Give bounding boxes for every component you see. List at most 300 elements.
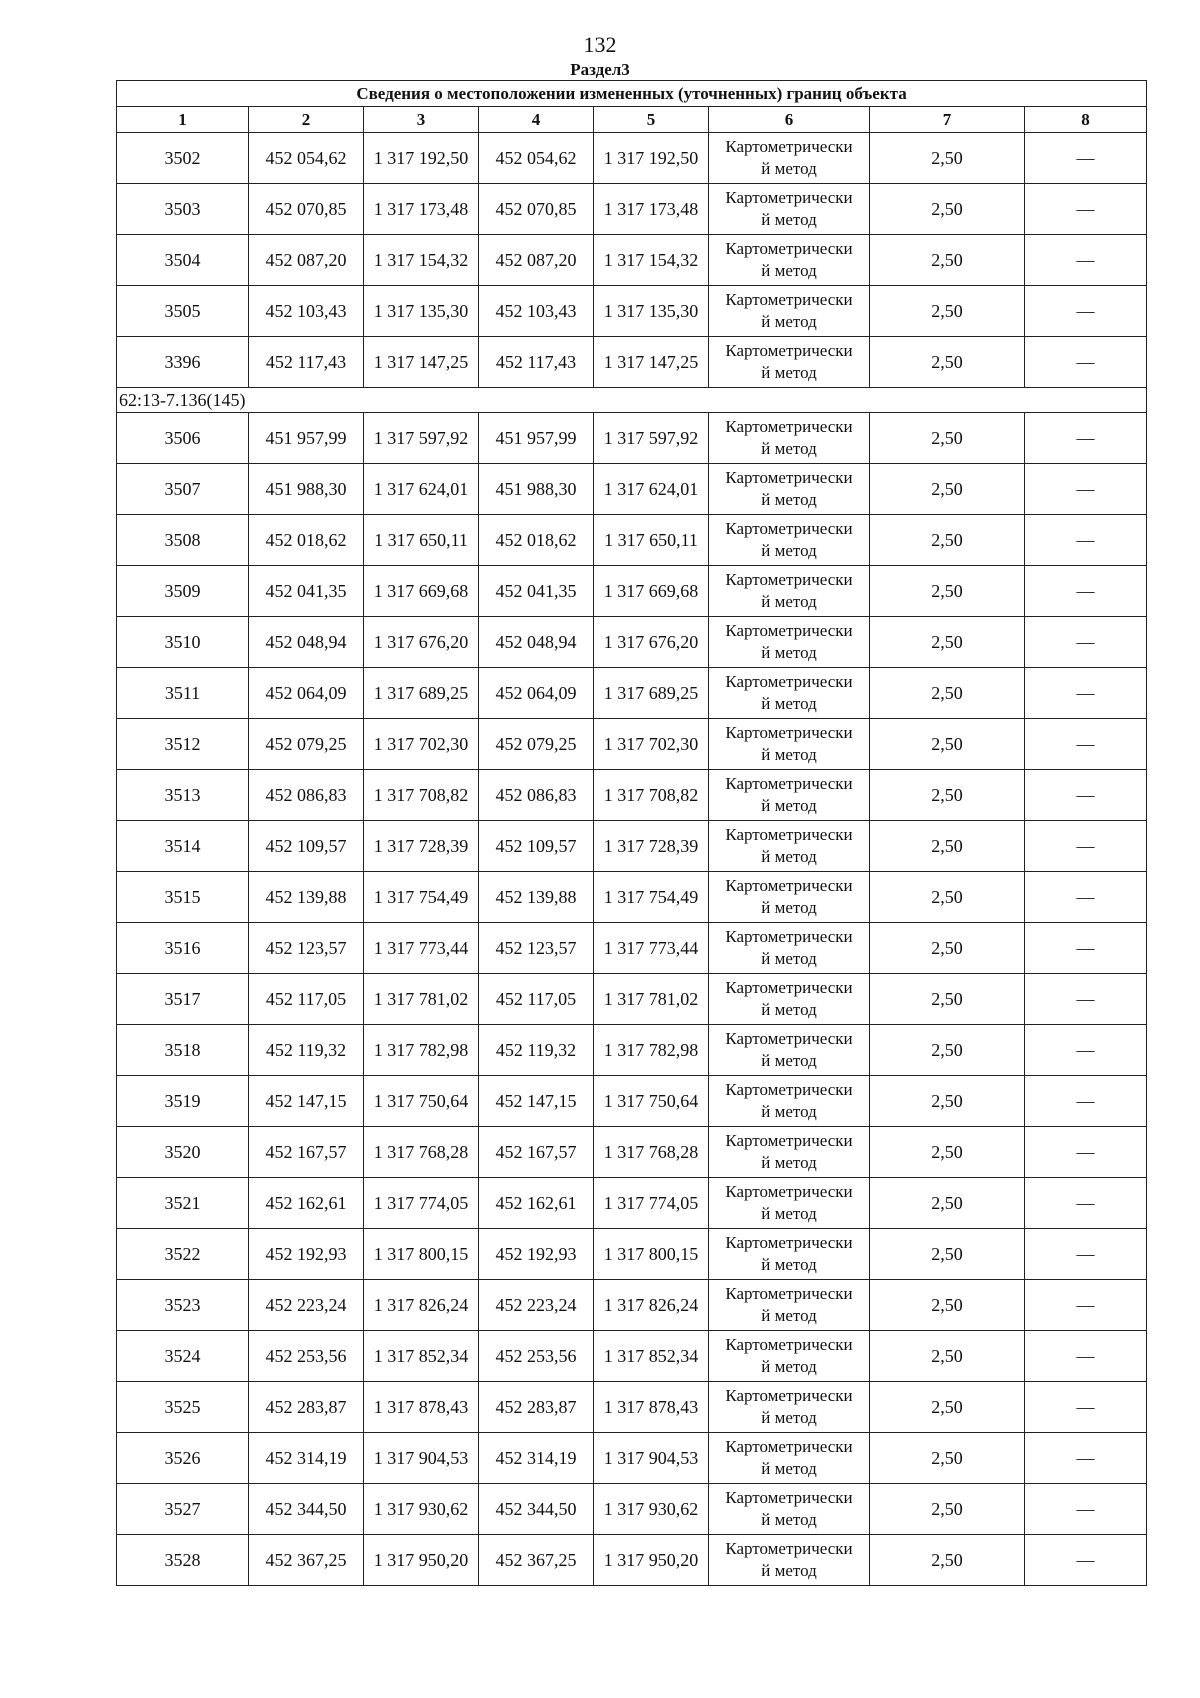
method-text-line2: й метод <box>761 1204 817 1223</box>
point-number-cell: 3526 <box>117 1433 249 1484</box>
method-text-line1: Картометрически <box>725 621 853 640</box>
y-new-cell: 1 317 774,05 <box>594 1178 709 1229</box>
method-text-line2: й метод <box>761 1000 817 1019</box>
x-new-cell: 452 064,09 <box>479 668 594 719</box>
y-old-cell: 1 317 773,44 <box>364 923 479 974</box>
x-new-cell: 452 119,32 <box>479 1025 594 1076</box>
y-new-cell: 1 317 852,34 <box>594 1331 709 1382</box>
accuracy-cell: 2,50 <box>870 1280 1025 1331</box>
x-new-cell: 452 123,57 <box>479 923 594 974</box>
coordinates-table <box>116 80 1147 1586</box>
x-new-cell: 452 103,43 <box>479 286 594 337</box>
table-row <box>117 1229 1147 1280</box>
x-old-cell: 452 283,87 <box>249 1382 364 1433</box>
x-new-cell: 452 344,50 <box>479 1484 594 1535</box>
table-row <box>117 1484 1147 1535</box>
y-old-cell: 1 317 624,01 <box>364 464 479 515</box>
description-cell: — <box>1025 337 1147 388</box>
point-number-cell: 3512 <box>117 719 249 770</box>
description-cell: — <box>1025 1382 1147 1433</box>
y-old-cell: 1 317 768,28 <box>364 1127 479 1178</box>
point-number-cell: 3516 <box>117 923 249 974</box>
method-cell <box>709 286 870 337</box>
y-new-cell: 1 317 800,15 <box>594 1229 709 1280</box>
method-cell <box>709 821 870 872</box>
description-cell: — <box>1025 1076 1147 1127</box>
x-old-cell: 452 086,83 <box>249 770 364 821</box>
y-new-cell: 1 317 689,25 <box>594 668 709 719</box>
y-old-cell: 1 317 950,20 <box>364 1535 479 1586</box>
y-old-cell: 1 317 597,92 <box>364 413 479 464</box>
group-label: 62:13-7.136(145) <box>117 388 1147 413</box>
point-number-cell: 3504 <box>117 235 249 286</box>
point-number-cell: 3505 <box>117 286 249 337</box>
column-header: 4 <box>479 107 594 133</box>
column-header: 7 <box>870 107 1025 133</box>
method-cell <box>709 668 870 719</box>
accuracy-cell: 2,50 <box>870 1127 1025 1178</box>
y-new-cell: 1 317 781,02 <box>594 974 709 1025</box>
y-old-cell: 1 317 676,20 <box>364 617 479 668</box>
method-text-line2: й метод <box>761 1153 817 1172</box>
table-row <box>117 617 1147 668</box>
point-number-cell: 3396 <box>117 337 249 388</box>
table-row <box>117 413 1147 464</box>
x-new-cell: 452 167,57 <box>479 1127 594 1178</box>
table-row <box>117 1331 1147 1382</box>
accuracy-cell: 2,50 <box>870 719 1025 770</box>
accuracy-cell: 2,50 <box>870 974 1025 1025</box>
method-cell <box>709 235 870 286</box>
method-text-line1: Картометрически <box>725 1284 853 1303</box>
description-cell: — <box>1025 872 1147 923</box>
table-row <box>117 1535 1147 1586</box>
description-cell: — <box>1025 1433 1147 1484</box>
method-text-line2: й метод <box>761 1102 817 1121</box>
point-number-cell: 3508 <box>117 515 249 566</box>
x-old-cell: 452 087,20 <box>249 235 364 286</box>
y-old-cell: 1 317 135,30 <box>364 286 479 337</box>
y-old-cell: 1 317 708,82 <box>364 770 479 821</box>
method-text-line2: й метод <box>761 363 817 382</box>
x-old-cell: 452 054,62 <box>249 133 364 184</box>
accuracy-cell: 2,50 <box>870 821 1025 872</box>
description-cell: — <box>1025 184 1147 235</box>
accuracy-cell: 2,50 <box>870 1382 1025 1433</box>
accuracy-cell: 2,50 <box>870 1484 1025 1535</box>
accuracy-cell: 2,50 <box>870 464 1025 515</box>
x-new-cell: 452 087,20 <box>479 235 594 286</box>
method-text-line1: Картометрически <box>725 341 853 360</box>
description-cell: — <box>1025 1280 1147 1331</box>
description-cell: — <box>1025 1229 1147 1280</box>
method-cell <box>709 770 870 821</box>
method-cell <box>709 1484 870 1535</box>
method-text-line1: Картометрически <box>725 239 853 258</box>
x-old-cell: 452 103,43 <box>249 286 364 337</box>
method-text-line2: й метод <box>761 1510 817 1529</box>
y-new-cell: 1 317 676,20 <box>594 617 709 668</box>
y-new-cell: 1 317 750,64 <box>594 1076 709 1127</box>
method-text-line2: й метод <box>761 745 817 764</box>
table-row <box>117 923 1147 974</box>
y-new-cell: 1 317 173,48 <box>594 184 709 235</box>
method-cell <box>709 1229 870 1280</box>
method-text-line1: Картометрически <box>725 927 853 946</box>
method-text-line2: й метод <box>761 847 817 866</box>
x-old-cell: 452 018,62 <box>249 515 364 566</box>
y-old-cell: 1 317 781,02 <box>364 974 479 1025</box>
y-new-cell: 1 317 826,24 <box>594 1280 709 1331</box>
method-text-line2: й метод <box>761 490 817 509</box>
y-new-cell: 1 317 773,44 <box>594 923 709 974</box>
x-new-cell: 452 054,62 <box>479 133 594 184</box>
y-old-cell: 1 317 702,30 <box>364 719 479 770</box>
table-row <box>117 974 1147 1025</box>
method-text-line1: Картометрически <box>725 137 853 156</box>
description-cell: — <box>1025 668 1147 719</box>
y-old-cell: 1 317 826,24 <box>364 1280 479 1331</box>
method-text-line1: Картометрически <box>725 774 853 793</box>
y-old-cell: 1 317 930,62 <box>364 1484 479 1535</box>
method-text-line1: Картометрически <box>725 825 853 844</box>
x-old-cell: 451 988,30 <box>249 464 364 515</box>
method-cell <box>709 617 870 668</box>
x-old-cell: 452 109,57 <box>249 821 364 872</box>
accuracy-cell: 2,50 <box>870 235 1025 286</box>
accuracy-cell: 2,50 <box>870 1433 1025 1484</box>
table-body <box>117 133 1147 1586</box>
method-cell <box>709 413 870 464</box>
method-text-line1: Картометрически <box>725 1539 853 1558</box>
point-number-cell: 3511 <box>117 668 249 719</box>
y-old-cell: 1 317 192,50 <box>364 133 479 184</box>
method-text-line1: Картометрически <box>725 723 853 742</box>
accuracy-cell: 2,50 <box>870 617 1025 668</box>
description-cell: — <box>1025 1331 1147 1382</box>
accuracy-cell: 2,50 <box>870 1229 1025 1280</box>
method-text-line2: й метод <box>761 1051 817 1070</box>
point-number-cell: 3528 <box>117 1535 249 1586</box>
column-header-row <box>117 107 1147 133</box>
page-number: 132 <box>583 32 617 57</box>
method-text-line1: Картометрически <box>725 570 853 589</box>
x-old-cell: 452 048,94 <box>249 617 364 668</box>
point-number-cell: 3509 <box>117 566 249 617</box>
description-cell: — <box>1025 821 1147 872</box>
x-old-cell: 452 139,88 <box>249 872 364 923</box>
description-cell: — <box>1025 923 1147 974</box>
column-header: 1 <box>117 107 249 133</box>
y-old-cell: 1 317 147,25 <box>364 337 479 388</box>
x-new-cell: 452 139,88 <box>479 872 594 923</box>
method-cell <box>709 515 870 566</box>
method-text-line2: й метод <box>761 1459 817 1478</box>
x-new-cell: 452 117,05 <box>479 974 594 1025</box>
point-number-cell: 3506 <box>117 413 249 464</box>
method-text-line2: й метод <box>761 1561 817 1580</box>
method-cell <box>709 1382 870 1433</box>
column-header: 2 <box>249 107 364 133</box>
y-new-cell: 1 317 904,53 <box>594 1433 709 1484</box>
x-old-cell: 452 064,09 <box>249 668 364 719</box>
table-row <box>117 1076 1147 1127</box>
method-text-line1: Картометрически <box>725 1080 853 1099</box>
method-text-line1: Картометрически <box>725 1335 853 1354</box>
table-row <box>117 235 1147 286</box>
x-new-cell: 452 192,93 <box>479 1229 594 1280</box>
y-new-cell: 1 317 154,32 <box>594 235 709 286</box>
y-new-cell: 1 317 147,25 <box>594 337 709 388</box>
method-text-line1: Картометрически <box>725 1029 853 1048</box>
description-cell: — <box>1025 770 1147 821</box>
description-cell: — <box>1025 1484 1147 1535</box>
table-row <box>117 286 1147 337</box>
accuracy-cell: 2,50 <box>870 515 1025 566</box>
point-number-cell: 3518 <box>117 1025 249 1076</box>
x-new-cell: 452 086,83 <box>479 770 594 821</box>
description-cell: — <box>1025 286 1147 337</box>
description-cell: — <box>1025 1178 1147 1229</box>
method-text-line2: й метод <box>761 1255 817 1274</box>
method-text-line2: й метод <box>761 261 817 280</box>
x-old-cell: 452 117,43 <box>249 337 364 388</box>
x-new-cell: 452 223,24 <box>479 1280 594 1331</box>
x-new-cell: 452 048,94 <box>479 617 594 668</box>
method-text-line2: й метод <box>761 592 817 611</box>
x-new-cell: 452 109,57 <box>479 821 594 872</box>
y-new-cell: 1 317 930,62 <box>594 1484 709 1535</box>
method-cell <box>709 184 870 235</box>
table-row <box>117 184 1147 235</box>
accuracy-cell: 2,50 <box>870 1076 1025 1127</box>
y-new-cell: 1 317 950,20 <box>594 1535 709 1586</box>
method-text-line2: й метод <box>761 1306 817 1325</box>
y-old-cell: 1 317 852,34 <box>364 1331 479 1382</box>
method-cell <box>709 974 870 1025</box>
x-new-cell: 452 070,85 <box>479 184 594 235</box>
x-old-cell: 452 223,24 <box>249 1280 364 1331</box>
x-old-cell: 452 119,32 <box>249 1025 364 1076</box>
y-new-cell: 1 317 135,30 <box>594 286 709 337</box>
x-new-cell: 452 147,15 <box>479 1076 594 1127</box>
method-text-line1: Картометрически <box>725 519 853 538</box>
x-new-cell: 452 367,25 <box>479 1535 594 1586</box>
accuracy-cell: 2,50 <box>870 1178 1025 1229</box>
method-cell <box>709 719 870 770</box>
accuracy-cell: 2,50 <box>870 337 1025 388</box>
point-number-cell: 3520 <box>117 1127 249 1178</box>
x-old-cell: 452 041,35 <box>249 566 364 617</box>
description-cell: — <box>1025 617 1147 668</box>
x-new-cell: 451 988,30 <box>479 464 594 515</box>
y-old-cell: 1 317 774,05 <box>364 1178 479 1229</box>
method-cell <box>709 464 870 515</box>
table-row <box>117 1025 1147 1076</box>
y-old-cell: 1 317 782,98 <box>364 1025 479 1076</box>
method-text-line2: й метод <box>761 694 817 713</box>
x-old-cell: 452 314,19 <box>249 1433 364 1484</box>
y-old-cell: 1 317 754,49 <box>364 872 479 923</box>
y-old-cell: 1 317 728,39 <box>364 821 479 872</box>
x-new-cell: 452 041,35 <box>479 566 594 617</box>
method-text-line1: Картометрически <box>725 290 853 309</box>
point-number-cell: 3514 <box>117 821 249 872</box>
description-cell: — <box>1025 464 1147 515</box>
x-old-cell: 452 253,56 <box>249 1331 364 1382</box>
table-caption: Сведения о местоположении измененных (уточненных) границ объекта <box>117 81 1147 107</box>
y-new-cell: 1 317 702,30 <box>594 719 709 770</box>
table-row <box>117 337 1147 388</box>
x-old-cell: 452 192,93 <box>249 1229 364 1280</box>
x-new-cell: 452 314,19 <box>479 1433 594 1484</box>
y-old-cell: 1 317 650,11 <box>364 515 479 566</box>
y-old-cell: 1 317 904,53 <box>364 1433 479 1484</box>
method-text-line2: й метод <box>761 796 817 815</box>
y-old-cell: 1 317 154,32 <box>364 235 479 286</box>
accuracy-cell: 2,50 <box>870 1331 1025 1382</box>
x-old-cell: 451 957,99 <box>249 413 364 464</box>
method-text-line2: й метод <box>761 949 817 968</box>
x-old-cell: 452 367,25 <box>249 1535 364 1586</box>
table-row <box>117 1382 1147 1433</box>
point-number-cell: 3524 <box>117 1331 249 1382</box>
method-cell <box>709 133 870 184</box>
table-row <box>117 719 1147 770</box>
y-new-cell: 1 317 669,68 <box>594 566 709 617</box>
y-new-cell: 1 317 878,43 <box>594 1382 709 1433</box>
x-new-cell: 452 283,87 <box>479 1382 594 1433</box>
section-title: Раздел3 <box>570 60 630 79</box>
point-number-cell: 3510 <box>117 617 249 668</box>
method-text-line2: й метод <box>761 439 817 458</box>
method-cell <box>709 872 870 923</box>
group-label-row <box>117 388 1147 413</box>
x-old-cell: 452 344,50 <box>249 1484 364 1535</box>
accuracy-cell: 2,50 <box>870 1535 1025 1586</box>
description-cell: — <box>1025 1127 1147 1178</box>
method-cell <box>709 337 870 388</box>
accuracy-cell: 2,50 <box>870 668 1025 719</box>
accuracy-cell: 2,50 <box>870 133 1025 184</box>
method-text-line1: Картометрически <box>725 1386 853 1405</box>
y-old-cell: 1 317 689,25 <box>364 668 479 719</box>
method-text-line2: й метод <box>761 898 817 917</box>
table-row <box>117 821 1147 872</box>
method-text-line2: й метод <box>761 159 817 178</box>
y-new-cell: 1 317 597,92 <box>594 413 709 464</box>
method-text-line2: й метод <box>761 541 817 560</box>
y-new-cell: 1 317 754,49 <box>594 872 709 923</box>
x-new-cell: 452 162,61 <box>479 1178 594 1229</box>
point-number-cell: 3517 <box>117 974 249 1025</box>
table-row <box>117 1433 1147 1484</box>
accuracy-cell: 2,50 <box>870 1025 1025 1076</box>
y-new-cell: 1 317 768,28 <box>594 1127 709 1178</box>
x-old-cell: 452 162,61 <box>249 1178 364 1229</box>
method-text-line2: й метод <box>761 210 817 229</box>
table-row <box>117 1127 1147 1178</box>
accuracy-cell: 2,50 <box>870 566 1025 617</box>
method-cell <box>709 1331 870 1382</box>
method-text-line2: й метод <box>761 1357 817 1376</box>
y-new-cell: 1 317 782,98 <box>594 1025 709 1076</box>
table-row <box>117 872 1147 923</box>
method-text-line1: Картометрически <box>725 417 853 436</box>
description-cell: — <box>1025 413 1147 464</box>
description-cell: — <box>1025 566 1147 617</box>
method-text-line2: й метод <box>761 312 817 331</box>
point-number-cell: 3519 <box>117 1076 249 1127</box>
point-number-cell: 3521 <box>117 1178 249 1229</box>
description-cell: — <box>1025 133 1147 184</box>
description-cell: — <box>1025 515 1147 566</box>
point-number-cell: 3522 <box>117 1229 249 1280</box>
description-cell: — <box>1025 235 1147 286</box>
y-new-cell: 1 317 624,01 <box>594 464 709 515</box>
point-number-cell: 3502 <box>117 133 249 184</box>
table-row <box>117 770 1147 821</box>
x-old-cell: 452 147,15 <box>249 1076 364 1127</box>
method-cell <box>709 1280 870 1331</box>
method-cell <box>709 1127 870 1178</box>
y-old-cell: 1 317 750,64 <box>364 1076 479 1127</box>
point-number-cell: 3523 <box>117 1280 249 1331</box>
method-text-line1: Картометрически <box>725 1488 853 1507</box>
x-new-cell: 451 957,99 <box>479 413 594 464</box>
method-text-line1: Картометрически <box>725 1182 853 1201</box>
accuracy-cell: 2,50 <box>870 872 1025 923</box>
y-old-cell: 1 317 173,48 <box>364 184 479 235</box>
y-new-cell: 1 317 650,11 <box>594 515 709 566</box>
method-cell <box>709 566 870 617</box>
accuracy-cell: 2,50 <box>870 923 1025 974</box>
column-header: 6 <box>709 107 870 133</box>
x-new-cell: 452 018,62 <box>479 515 594 566</box>
method-text-line1: Картометрически <box>725 672 853 691</box>
y-new-cell: 1 317 728,39 <box>594 821 709 872</box>
method-cell <box>709 923 870 974</box>
method-cell <box>709 1433 870 1484</box>
x-old-cell: 452 117,05 <box>249 974 364 1025</box>
method-text-line1: Картометрически <box>725 978 853 997</box>
x-new-cell: 452 117,43 <box>479 337 594 388</box>
x-old-cell: 452 123,57 <box>249 923 364 974</box>
description-cell: — <box>1025 974 1147 1025</box>
description-cell: — <box>1025 1535 1147 1586</box>
accuracy-cell: 2,50 <box>870 286 1025 337</box>
table-row <box>117 668 1147 719</box>
y-old-cell: 1 317 800,15 <box>364 1229 479 1280</box>
method-text-line1: Картометрически <box>725 1437 853 1456</box>
column-header: 3 <box>364 107 479 133</box>
x-new-cell: 452 079,25 <box>479 719 594 770</box>
y-old-cell: 1 317 878,43 <box>364 1382 479 1433</box>
method-cell <box>709 1535 870 1586</box>
point-number-cell: 3513 <box>117 770 249 821</box>
method-cell <box>709 1025 870 1076</box>
method-cell <box>709 1178 870 1229</box>
method-text-line1: Картометрически <box>725 876 853 895</box>
method-text-line1: Картометрически <box>725 188 853 207</box>
x-old-cell: 452 079,25 <box>249 719 364 770</box>
table-row <box>117 1178 1147 1229</box>
table-row <box>117 566 1147 617</box>
table-row <box>117 464 1147 515</box>
point-number-cell: 3527 <box>117 1484 249 1535</box>
description-cell: — <box>1025 719 1147 770</box>
y-old-cell: 1 317 669,68 <box>364 566 479 617</box>
